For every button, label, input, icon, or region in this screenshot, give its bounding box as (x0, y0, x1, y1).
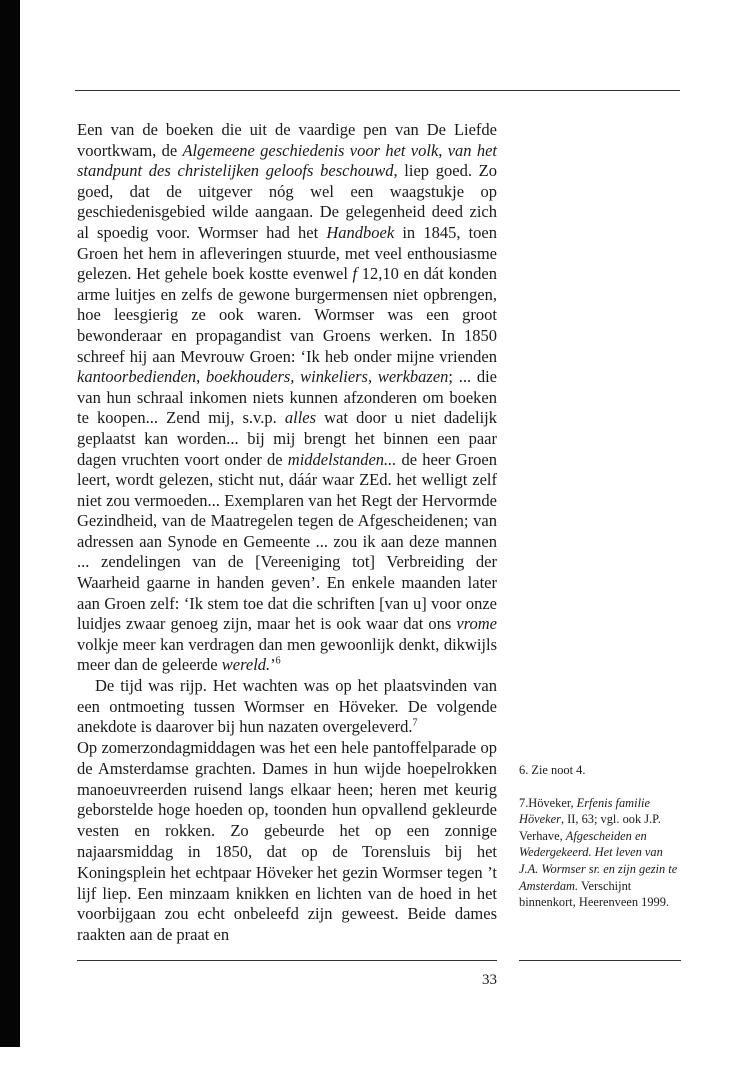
text-run: , II, 63; vgl. ook J.P. Verhave, (519, 812, 661, 843)
italic-emphasis: kantoorbedienden, boekhouders, winkeliers, werkbazen (77, 367, 449, 387)
paragraph-2 (77, 676, 497, 738)
text-run: in 1845, toen Groen het hem in afleveringen stuurde, met veel enthousiasme gelezen. Het gehele boek kostte evenwel (77, 222, 498, 284)
paragraph-1 (77, 120, 497, 676)
italic-emphasis: wereld. (221, 655, 271, 675)
page-number: 33 (482, 972, 497, 988)
italic-emphasis: vrome (456, 614, 497, 634)
text-run: wat door u niet dadelijk geplaatst kan worden... bij mij brengt het binnen een paar dagen vruchten voort onder de (77, 408, 497, 469)
text-run: volkje meer kan verdragen dan men gewoonlijk denkt, dikwijls meer dan de geleerde (77, 634, 497, 675)
currency-symbol: f (352, 264, 358, 284)
italic-title: Erfenis familie Höveker (519, 795, 650, 827)
italic-title: Afgescheiden en Wedergekeerd. Het leven van J.A. Wormser sr. en zijn gezin te Amsterdam. (519, 828, 678, 893)
block-quote: Op zomerzondagmiddagen was het een hele pantoffelparade op de Amsterdamse grachten. Dames in hun wijde hoepelrokken manoeuvreerden ruisend langs elkaar heen; heren met keurig geborstelde hoge hoeden op, toonden hun opvallend gekleurde vesten en rokken. Zo gebeurde het op een zonnige najaarsmiddag in 1850, dat op de Torensluis bij het Koningsplein het echtpaar Höveker het gezin Wormser tegen ’t lijf liep. Een minzaam knikken en lichten van de hoed in het voorbijgaan zou echt onbeleefd zijn geweest. Beide dames raakten aan de praat en (77, 738, 497, 945)
bottom-rule-notes (519, 960, 681, 961)
top-rule (75, 90, 680, 91)
scan-edge (0, 0, 20, 1047)
text-run: 12,10 en dát konden arme luitjes en zelfs de gewone burgermensen niet opbrengen, hoe leesgierig ze ook waren. Wormser was een groot bewonderaar en propagandist van Groens werken. In 1850 schreef hij aan Mevrouw Groen: ‘Ik heb onder mijne vrienden (77, 264, 497, 366)
text-run: Verschijnt binnenkort, Heerenveen 1999. (519, 878, 670, 910)
italic-title: Algemeene geschiedenis voor het volk, van het standpunt des christelijken geloofs beschouwd (77, 140, 497, 181)
main-text (77, 120, 497, 738)
text-run: ; ... die van hun schraal inkomen niets kunnen afzonderen om boeken te koopen... Zend mij, s.v.p. (77, 367, 497, 428)
text-run: Een van de boeken die uit de vaardige pen van De Liefde voortkwam, de (77, 120, 497, 160)
text-run: , liep goed. Zo goed, dat de uitgever nóg wel een waagstukje op geschiedenisgebied wilde aangaan. De gelegenheid deed zich al spoedig voor. Wormser had het (77, 161, 497, 242)
text-run: 7.Höveker, (519, 795, 577, 810)
italic-emphasis: alles (284, 408, 317, 428)
note-7 (519, 795, 681, 911)
note-6: 6. Zie noot 4. (519, 763, 586, 777)
text-run: de heer Groen leert, wordt gelezen, sticht nut, dáár waar ZEd. het welligt zelf niet zou vermoeden... Exemplaren van het Regt der Hervormde Gezindheid, van de Maatregelen tegen de Afgescheidenen; van adressen aan Synode en Gemeente ... zou ik aan deze mannen ... zendelingen van de [Vereeniging tot] Verbreiding der Waarheid gaarne in handen geven’. En enkele maanden later aan Groen zelf: ‘Ik stem toe dat die schriften [van u] voor onze luidjes zwaar genoeg zijn, maar het is ook waar dat ons (77, 449, 498, 634)
footnote-ref-7: 7 (412, 717, 418, 729)
text-run: De tijd was rijp. Het wachten was op het plaatsvinden van een ontmoeting tussen Wormser en Höveker. De volgende anekdote is daarover bij hun nazaten overgeleverd. (77, 676, 497, 737)
bottom-rule-main (77, 960, 497, 961)
text-run: ’ (270, 655, 276, 675)
margin-notes (519, 762, 681, 927)
italic-title: Handboek (326, 222, 395, 242)
footnote-ref-6: 6 (275, 655, 281, 667)
italic-emphasis: middelstanden... (287, 449, 397, 469)
